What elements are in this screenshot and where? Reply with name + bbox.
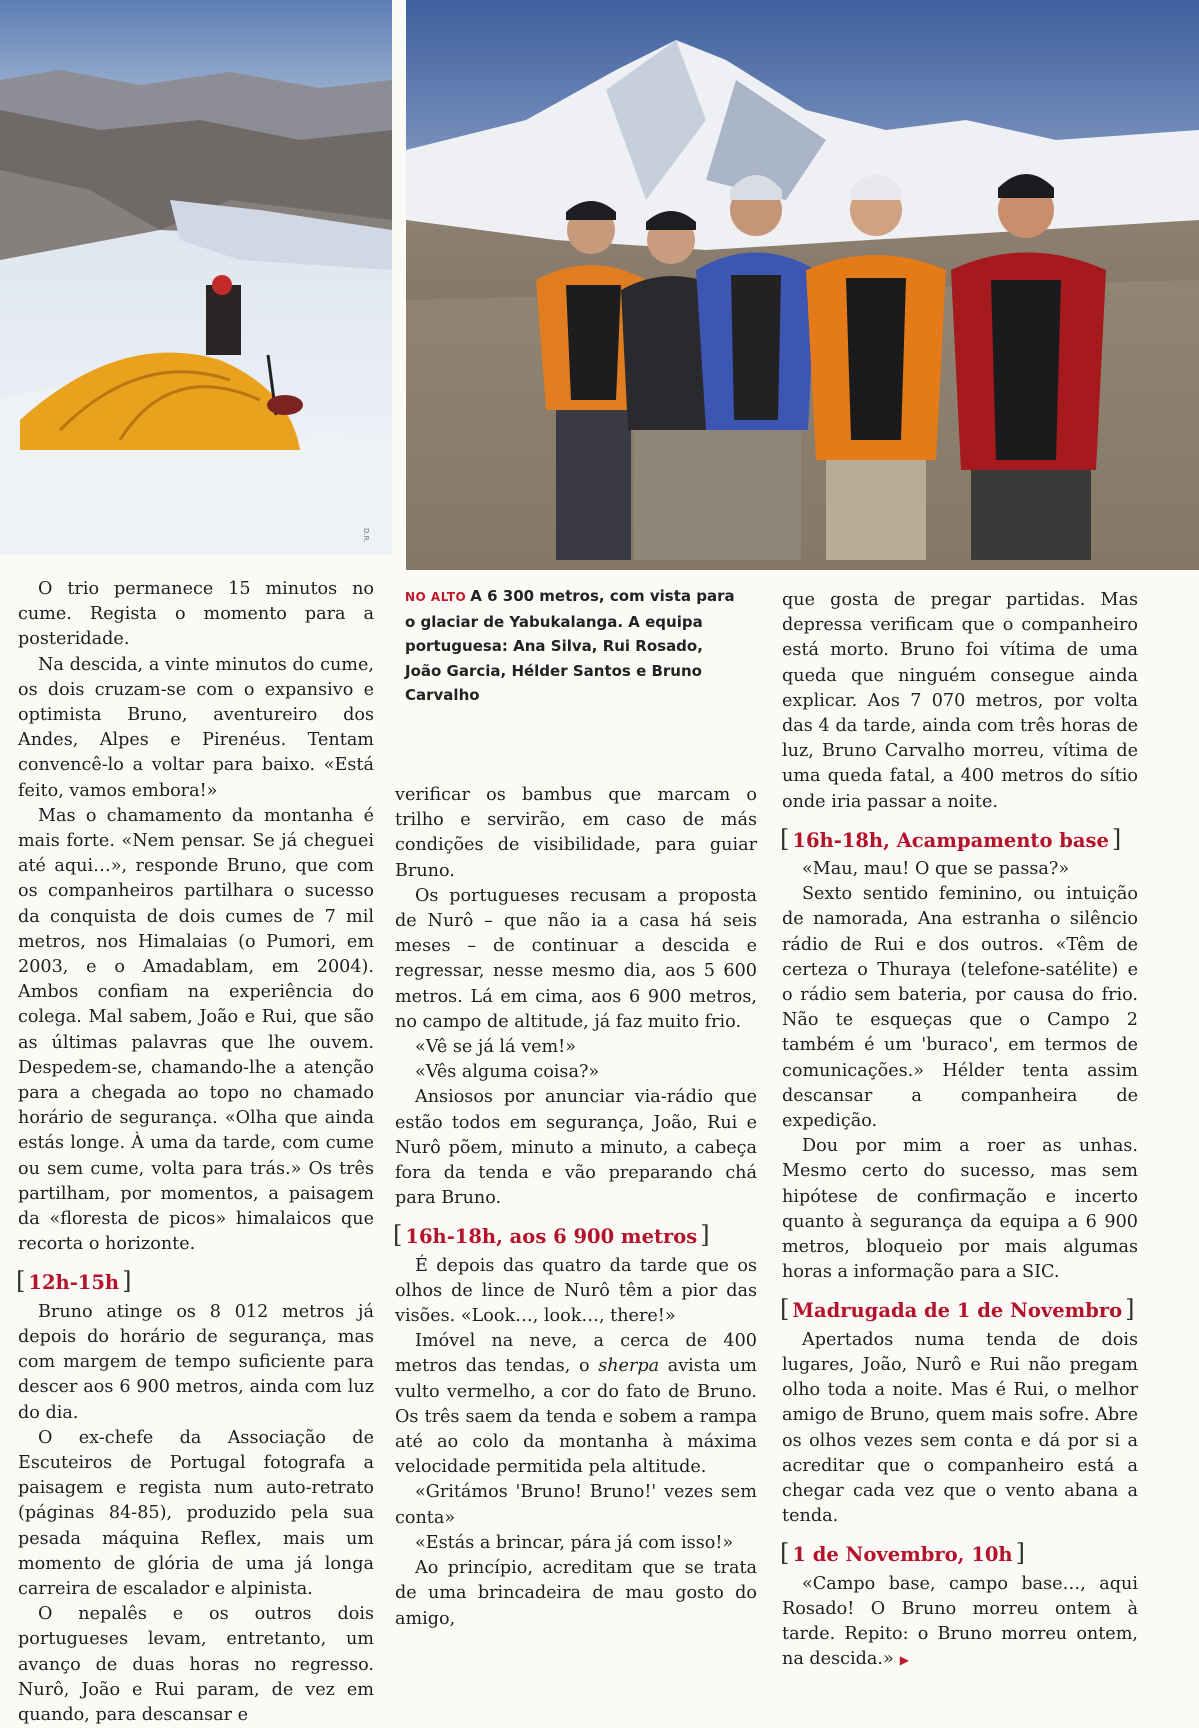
- section-heading-acampamento-base: [ 16h-18h, Acampamento base ]: [780, 824, 1122, 853]
- paragraph: «Gritámos 'Bruno! Bruno!' vezes sem conta»: [395, 1482, 757, 1528]
- paragraph: «Campo base, campo base…, aqui Rosado! O Bruno morreu ontem à tarde. Repito: o Bruno morreu ontem, na descida.» ▶: [782, 1573, 1138, 1670]
- section-heading-madrugada: [ Madrugada de 1 de Novembro ]: [780, 1295, 1135, 1324]
- paragraph: «Estás a brincar, pára já com isso!»: [415, 1532, 734, 1553]
- photo-credit: D.R.: [362, 528, 370, 543]
- section-heading-1-novembro-10h: [ 1 de Novembro, 10h ]: [780, 1539, 1025, 1568]
- continue-arrow-icon: ▶: [899, 1653, 909, 1668]
- photo-tent-on-snow: [0, 0, 392, 555]
- paragraph: «Vê se já lá vem!»: [415, 1037, 577, 1058]
- section-heading-16h-18h-6900: [ 16h-18h, aos 6 900 metros ]: [393, 1221, 710, 1250]
- column-3: [782, 588, 1138, 1673]
- paragraph: Imóvel na neve, a cerca de 400 metros das tendas, o sherpa avista um vulto vermelho, a cor do fato de Bruno. Os três saem da tenda e sobem a rampa até ao colo da montanha à máxima velocidade permitida pela altitude.: [395, 1331, 757, 1478]
- paragraph: O nepalês e os outros dois portugueses levam, entretanto, um avanço de duas horas no regresso. Nurô, João e Rui param, de vez em quando, para descansar e: [18, 1604, 374, 1725]
- column-2: [395, 783, 757, 1632]
- paragraph: Apertados numa tenda de dois lugares, João, Nurô e Rui não pregam olho toda a noite. Mas é Rui, o melhor amigo de Bruno, quem mais sofre. Abre os olhos vezes sem conta e dá por si a acreditar que o companheiro está a chegar cada vez que o vento abana a tenda.: [782, 1329, 1138, 1527]
- paragraph: Sexto sentido feminino, ou intuição de namorada, Ana estranha o silêncio rádio de Rui e dos outros. «Têm de certeza o Thuraya (telefone-satélite) e o rádio sem bateria, por causa do frio. Não te esqueças que o Campo 2 também é um 'buraco', em termos de comunicações.» Hélder tenta assim descansar a companheira de expedição.: [782, 884, 1138, 1132]
- paragraph: É depois das quatro da tarde que os olhos de lince de Nurô têm a pior das visões. «Look…, look…, there!»: [395, 1255, 757, 1327]
- photo-caption: [405, 584, 735, 708]
- paragraph: O ex-chefe da Associação de Escuteiros de Portugal fotografa a paisagem e regista num auto-retrato (páginas 84-85), produzido pela sua pesada máquina Reflex, mais um momento de glória de uma já longa carreira de escalador e alpinista.: [18, 1427, 374, 1599]
- paragraph: Dou por mim a roer as unhas. Mesmo certo do sucesso, mas sem hipótese de confirmação e incerto quanto à segurança da equipa a 6 900 metros, bloqueio por mais algumas horas a informação para a SIC.: [782, 1136, 1138, 1283]
- column-1: [18, 577, 374, 1728]
- paragraph: Os portugueses recusam a proposta de Nurô – que não ia a casa há seis meses – de continuar a descida e regressar, nesse mesmo dia, aos 5 600 metros. Lá em cima, aos 6 900 metros, no campo de altitude, já faz muito frio.: [395, 885, 757, 1032]
- caption-tag: NO ALTO: [405, 590, 467, 604]
- caption-text: A 6 300 metros, com vista para o glaciar de Yabukalanga. A equipa portuguesa: Ana Silva, Rui Rosado, João Garcia, Hélder Santos e Bruno Carvalho: [405, 587, 735, 704]
- paragraph: «Mau, mau! O que se passa?»: [802, 859, 1070, 880]
- paragraph: verificar os bambus que marcam o trilho e servirão, em caso de más condições de visibilidade, para guiar Bruno.: [395, 785, 757, 881]
- section-heading-12h-15h: [ 12h-15h ]: [16, 1267, 132, 1296]
- paragraph: «Vês alguma coisa?»: [415, 1062, 600, 1083]
- paragraph: O trio permanece 15 minutos no cume. Regista o momento para a posteridade.: [18, 579, 374, 650]
- paragraph: Ao princípio, acreditam que se trata de uma brincadeira de mau gosto do amigo,: [395, 1558, 757, 1629]
- paragraph: Bruno atinge os 8 012 metros já depois do horário de segurança, mas com margem de tempo suficiente para descer aos 6 900 metros, ainda com luz do dia.: [18, 1301, 374, 1423]
- paragraph: Mas o chamamento da montanha é mais forte. «Nem pensar. Se já cheguei até aqui…», responde Bruno, que com os companheiros partilhara o sucesso da conquista de dois cumes de 7 mil metros, nos Himalaias (o Pumori, em 2003, e o Amadablam, em 2004). Ambos confiam na experiência do colega. Mal sabem, João e Rui, que são as últimas palavras que lhe ouvem. Despedem-se, chamando-lhe a atenção para a chegada ao topo no chamado horário de segurança. «Olha que ainda estás longe. À uma da tarde, com cume ou sem cume, volta para trás.» Os três partilham, por momentos, a paisagem da «floresta de picos» himalaicos que recorta o horizonte.: [18, 805, 374, 1255]
- paragraph: que gosta de pregar partidas. Mas depressa verificam que o companheiro está morto. Bruno foi vítima de uma queda que ninguém consegue ainda explicar. Aos 7 070 metros, por volta das 4 da tarde, ainda com três horas de luz, Bruno Carvalho morreu, vítima de uma queda fatal, a 400 metros do sítio onde iria passar a noite.: [782, 590, 1138, 812]
- paragraph: Ansiosos por anunciar via-rádio que estão todos em segurança, João, Rui e Nurô põem, minuto a minuto, a cabeça fora da tenda e vão preparando chá para Bruno.: [395, 1087, 757, 1209]
- photo-expedition-team: [406, 0, 1199, 570]
- paragraph: Na descida, a vinte minutos do cume, os dois cruzam-se com o expansivo e optimista Bruno, aventureiro dos Andes, Alpes e Pirenéus. Tentam convencê-lo a voltar para baixo. «Está feito, vamos embora!»: [18, 654, 374, 801]
